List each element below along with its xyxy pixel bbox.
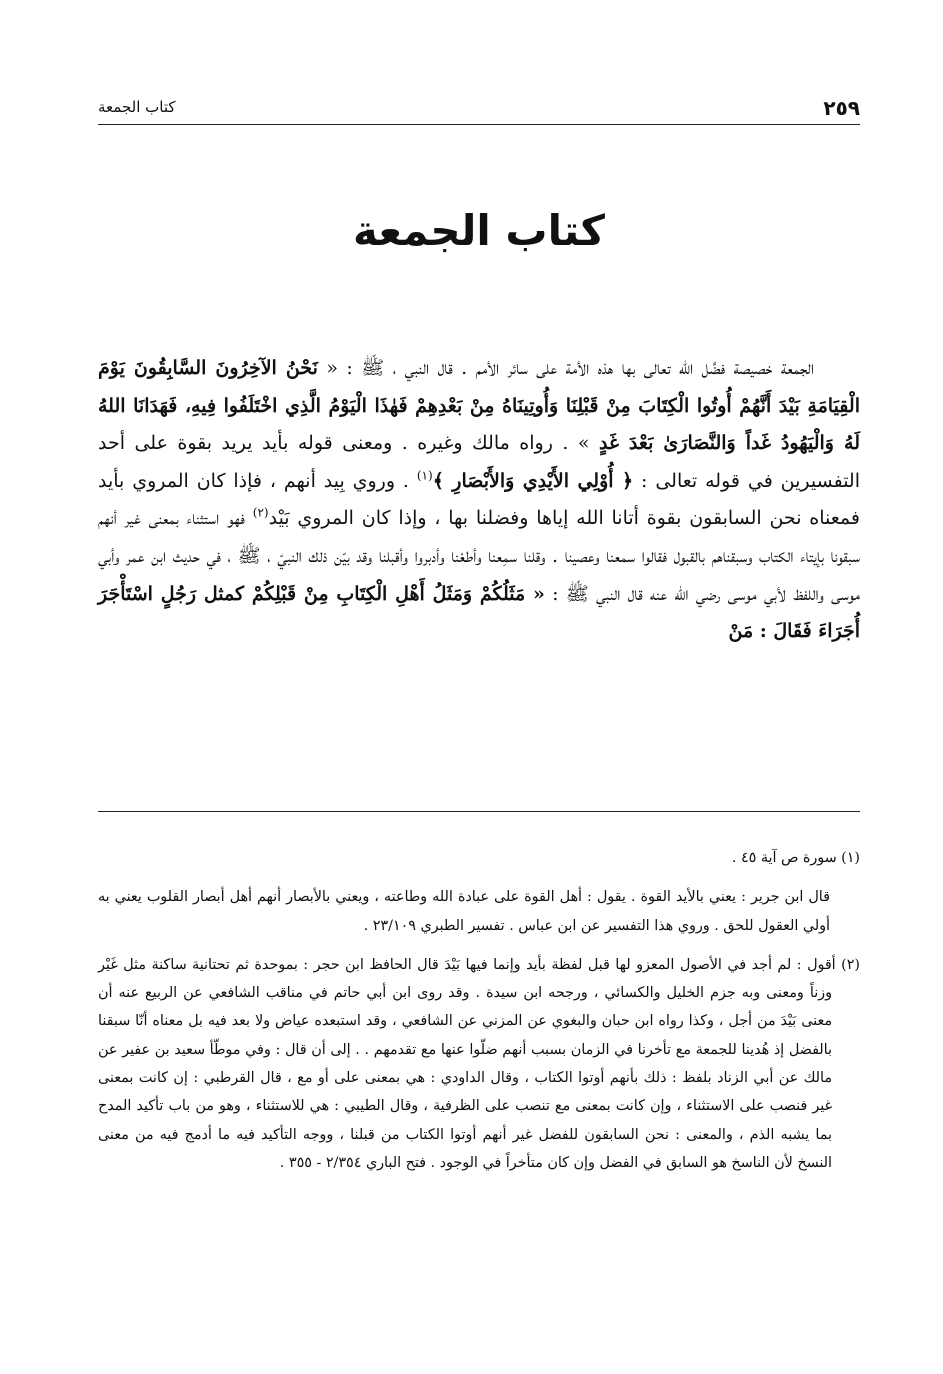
footnote-2: (٢) أقول : لم أجد في الأصول المعزو لها قبل لفظة بأيد وإنما فيها بَيْدَ قال الحافظ ابن حجر : بموحدة ثم تحتانية ساكنة مثل غَيْر وزناً ومعنى وبه جزم الخليل والكسائي ، ورجحه ابن سيدة . وقد روى ابن أبي حاتم في مناقب الشافعي عن الربيع عنه أن معنى بَيْدَ من أجل ، وكذا رواه ابن حبان والبغوي عن المزني عن الشافعي ، وقد استبعده عياض ولا بعد فيه بل معناه أنّا سبقنا بالفضل إذ هُدينا للجمعة مع تأخرنا في الزمان بسبب أنهم ضلّوا عنها مع تقدمهم . . إلى أن قال : وفي موطّأ سعيد بن عفير عن مالك عن أبي الزناد بلفظ : ذلك بأنهم أوتوا الكتاب ، وقال الداودي : هي بمعنى على أو مع ، قال القرطبي : إن كانت بمعنى غير فنصب على الاستثناء ، وإن كانت بمعنى مع تنصب على الظرفية ، وقال الطيبي : هي للاستثناء ، وهو من باب تأكيد المدح بما يشبه الذم ، والمعنى : نحن السابقون للفضل غير أنهم أوتوا الكتاب من قبلنا ، ووجه التأكيد فيه ما أدمج فيه من معنى النسخ لأن الناسخ هو السابق في الفضل وإن كان متأخراً في الوجود . فتح الباري ٢/٣٥٤ - ٣٥٥ . bbox=[98, 956, 860, 1171]
hadith-text: نَحْنُ الآخِرُونَ السَّابِقُونَ يَوْمَ الْقِيَامَةِ بَيْدَ أَنَّهُمْ أُوتُوا الْكِتَابَ مِنْ قَبْلِنَا وَأُوتِينَاهُ مِنْ بَعْدِهِمْ فَهٰذَا الْيَوْمُ الَّذِي اخْتَلَفُوا فِيهِ، فَهَدَانَا اللهُ لَهُ وَالْيَهُودُ غَداً وَالنَّصَارَىٰ بَعْدَ غَدٍ bbox=[98, 357, 861, 455]
running-head bbox=[98, 92, 860, 122]
intro-sentence: الجمعة خصيصة فضَّل الله تعالى بها هذه الأمة على سائر الأمم . قال النبي ، ﷺ : bbox=[346, 357, 814, 379]
body-text bbox=[98, 350, 860, 651]
footnote-1: (١) سورة ص آية ٤٥ . bbox=[731, 850, 860, 866]
footnote-rule bbox=[98, 811, 860, 812]
chapter-title: كتاب الجمعة bbox=[353, 206, 605, 255]
hadith-open-quote: « bbox=[326, 357, 338, 379]
hadith-close-and-source: » . رواه مالك وغيره . bbox=[401, 432, 590, 455]
hadith-text: « مَثَلُكُمْ وَمَثَلُ أَهْلِ الْكِتَابِ مِنْ قَبْلِكُمْ كمثل رَجُلٍ اسْتَأْجَرَ أُجَرَاءَ فَقَالَ : مَنْ bbox=[98, 582, 860, 643]
footnote-spacer bbox=[98, 940, 860, 951]
footnote-1-commentary: قال ابن جرير : يعني بالأيد القوة . يقول : أهل القوة على عبادة الله وطاعته ، ويعني بالأبصار أنهم أهل أبصار القلوب يعني به أولي العقول للحق . وروي هذا التفسير عن ابن عباس . تفسير الطبري ٢٣/١٠٩ . bbox=[98, 889, 830, 934]
header-rule bbox=[98, 124, 860, 125]
explanation-text: . وروي بِيد أنهم ، فإذا كان المروي بأيد فمعناه نحن السابقون بقوة أتانا الله إياها وفضلنا بها ، وإذا كان المروي بَيْد bbox=[98, 469, 860, 530]
explanation-text: فهو استثناء بمعنى غير أنهم سبقونا بإيتاء الكتاب وسبقناهم بالقبول فقالوا سمعنا وعصينا . وقلنا سمِعنا وأطعْنا وأدبروا وأقبلنا وقد بيّن ذلك النبيّ ، ﷺ ، في حديث ابن عمر وأبي موسى واللفظ لأبي موسى رضي الله عنه قال النبي ﷺ : bbox=[98, 507, 860, 605]
footnote-ref-2[interactable]: (٢) bbox=[252, 506, 269, 521]
footnotes bbox=[98, 844, 860, 1177]
explanation-text: ومعنى قوله بأيد يريد بقوة على أحد التفسيرين في قوله تعالى : bbox=[98, 432, 860, 492]
quran-quote: ﴿ أُوْلِي الأَيْدِي وَالأَبْصَارِ ﴾ bbox=[432, 469, 634, 492]
body-paragraph bbox=[98, 350, 860, 651]
footnote-ref-1[interactable]: (١) bbox=[416, 468, 433, 483]
footnote-spacer bbox=[98, 872, 860, 883]
running-head-title: كتاب الجمعة bbox=[98, 98, 176, 116]
page-number: ٢٥٩ bbox=[823, 96, 860, 120]
